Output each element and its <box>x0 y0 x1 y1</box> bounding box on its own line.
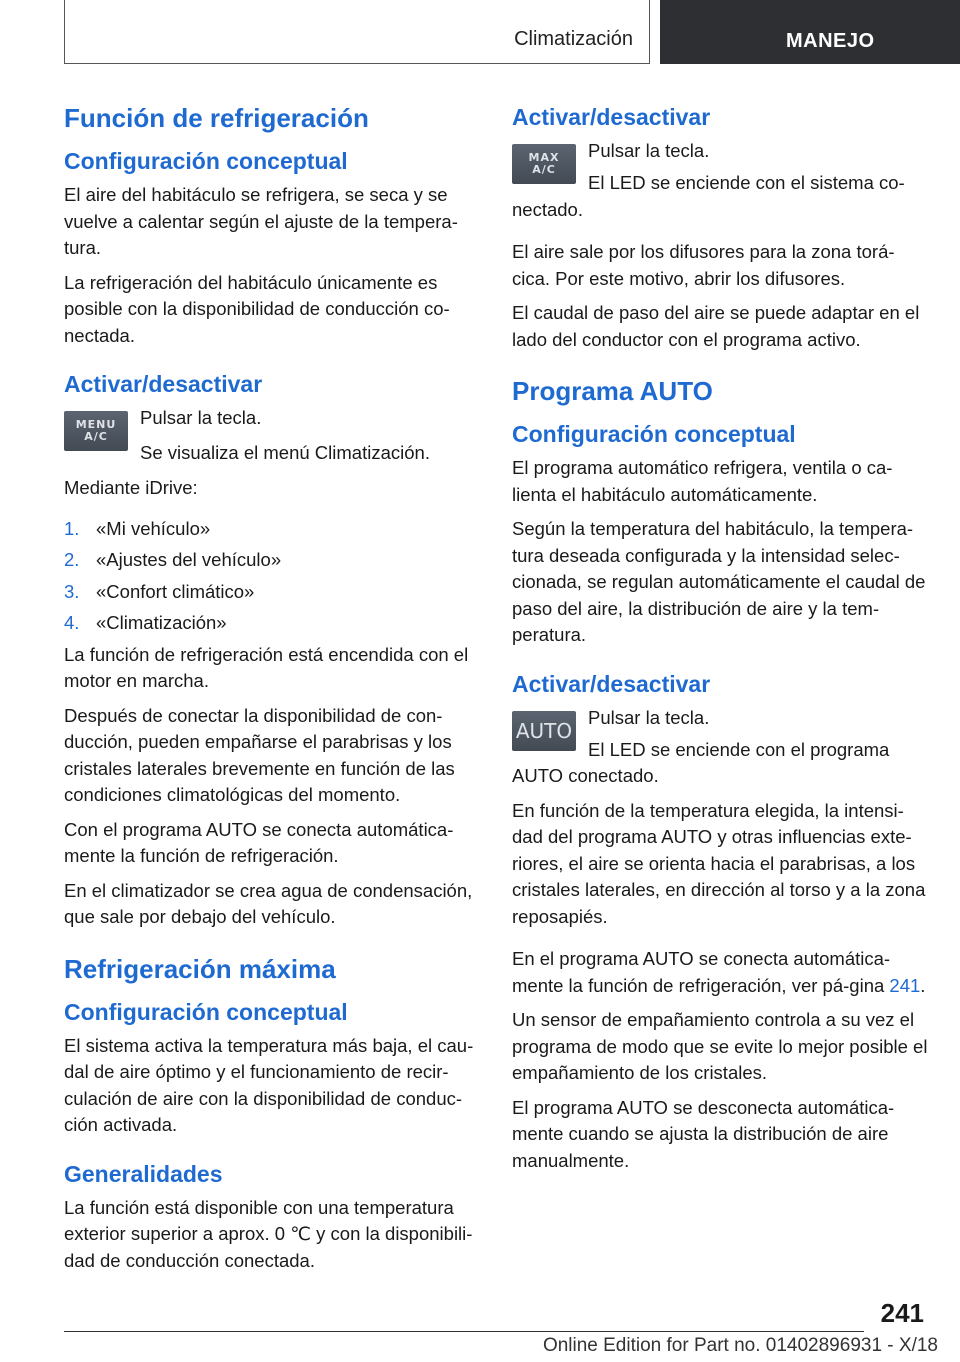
auto-button-icon: AUTO <box>512 711 576 751</box>
page-link[interactable]: 241 <box>889 974 921 996</box>
paragraph: En el climatizador se crea agua de condensación, que sale por debajo del vehículo. <box>64 879 473 927</box>
header-chapter-tab <box>660 0 960 64</box>
menu-ac-instruction <box>64 405 484 475</box>
max-ac-button-icon: MAX A/C <box>512 144 576 184</box>
paragraph: El programa automático refrigera, ventila o ca‐lienta el habitáculo automáticamente. <box>512 457 893 505</box>
paragraph: Pulsar la tecla. <box>588 140 710 161</box>
footer-edition: Online Edition for Part no. 01402896931 - X/18 <box>542 1335 938 1356</box>
paragraph-with-link: En el programa AUTO se conecta automática‐mente la función de refrigeración, ver pá‐gina 241. <box>512 948 926 996</box>
left-column <box>64 98 484 1282</box>
heading-concept: Configuración conceptual <box>64 148 348 174</box>
paragraph: Pulsar la tecla. <box>588 706 710 728</box>
paragraph: Según la temperatura del habitáculo, la tempera‐tura deseada configurada y la intensidad selec‐cionada, se regulan automáticamente el caudal de paso del aire, la distribución de aire y la tem‐peratura. <box>512 518 926 645</box>
paragraph: La función de refrigeración está encendida con el motor en marcha. <box>64 643 469 691</box>
paragraph: Se visualiza el menú Climatización. <box>140 441 430 463</box>
header-section-tab <box>64 0 650 64</box>
pointing-hand-icon <box>234 24 264 56</box>
heading-cooling-function: Función de refrigeración <box>64 103 369 133</box>
page-number: 241 <box>880 1298 924 1328</box>
paragraph: La refrigeración del habitáculo únicamente es posible con la disponibilidad de conducción co‐nectada. <box>64 271 450 346</box>
max-ac-instruction <box>512 138 930 208</box>
heading-concept: Configuración conceptual <box>512 421 796 447</box>
list-item: 4. «Climatización» <box>64 612 227 633</box>
heading-toggle: Activar/desactivar <box>64 371 263 397</box>
list-item: 2. «Ajustes del vehículo» <box>64 549 282 570</box>
paragraph: El LED se enciende con el sistema co‐nectado. <box>512 172 905 220</box>
header-chapter-label: MANEJO <box>786 30 875 52</box>
paragraph: El LED se enciende con el programa AUTO conectado. <box>512 738 890 786</box>
paragraph: Mediante iDrive: <box>64 477 198 498</box>
paragraph: El aire del habitáculo se refrigera, se seca y se vuelve a calentar según el ajuste de la tempera‐tura. <box>64 184 458 258</box>
heading-general: Generalidades <box>64 1160 223 1187</box>
paragraph: El aire sale por los difusores para la zona torá‐cica. Por este motivo, abrir los difusores. <box>512 241 895 289</box>
paragraph: El caudal de paso del aire se puede adaptar en el lado del conductor con el programa activo. <box>512 302 920 350</box>
paragraph: Con el programa AUTO se conecta automática‐mente la función de refrigeración. <box>64 818 454 866</box>
paragraph: La función está disponible con una temperatura exterior superior a aprox. 0 ℃ y con la disponibili‐dad de conducción conectada. <box>64 1196 473 1271</box>
list-item: 1. «Mi vehículo» <box>64 517 211 539</box>
heading-auto-program: Programa AUTO <box>512 376 713 406</box>
paragraph: Después de conectar la disponibilidad de con‐ducción, pueden empañarse el parabrisas y los cristales laterales brevemente en función de las condiciones climatológicas del momento. <box>64 704 455 805</box>
paragraph: El programa AUTO se desconecta automática‐mente cuando se ajusta la distribución de aire manualmente. <box>512 1096 895 1171</box>
auto-instruction <box>512 705 930 775</box>
heading-toggle: Activar/desactivar <box>512 670 711 697</box>
paragraph: Un sensor de empañamiento controla a su vez el programa de modo que se evite lo mejor posible el empañamiento de los cristales. <box>512 1009 928 1083</box>
paragraph: Pulsar la tecla. <box>140 407 262 428</box>
heading-max-cooling: Refrigeración máxima <box>64 953 336 984</box>
paragraph: El sistema activa la temperatura más baja, el cau‐dal de aire óptimo y el funcionamiento de recir‐culación de aire con la disponibilidad de conduc‐ción activada. <box>64 1034 474 1135</box>
heading-toggle: Activar/desactivar <box>512 104 711 130</box>
heading-concept: Configuración conceptual <box>64 998 348 1025</box>
menu-ac-button-icon: MENU A/C <box>64 411 128 451</box>
header-section-title: Climatización <box>514 28 633 50</box>
steps-list <box>64 516 484 637</box>
paragraph: En función de la temperatura elegida, la intensi‐dad del programa AUTO y otras influencias exte‐riores, el aire se orienta hacia el parabrisas, a los cristales laterales, en dirección al torso y a la zona reposapiés. <box>512 799 926 927</box>
right-column <box>512 98 930 1182</box>
footer-divider <box>64 1331 864 1332</box>
list-item: 3. «Confort climático» <box>64 580 255 602</box>
